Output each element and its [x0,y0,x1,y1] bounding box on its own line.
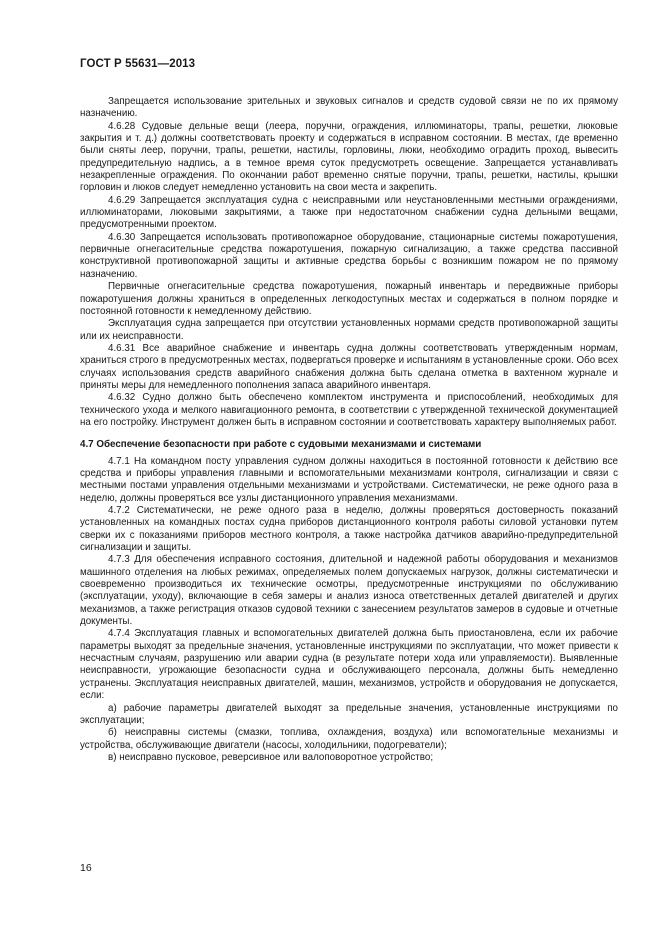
list-item-a: а) рабочие параметры двигателей выходят за предельные значения, установленные инструкциями по эксплуатации; [80,702,618,726]
paragraph-4-6-32: 4.6.32 Судно должно быть обеспечено комплектом инструмента и приспособлений, необходимых для технического ухода и мелкого навигационного ремонта, в соответствии с утвержденной технической документацией на его постройку. Инструмент должен быть в исправном состоянии и соответствовать характеру выполняемых работ. [80,392,618,428]
paragraph-4-6-30: 4.6.30 Запрещается использовать противопожарное оборудование, стационарные системы пожаротушения, первичные огнегасительные средства пожаротушения, пожарную сигнализацию, а также средства пассивной конструктивной противопожарной защиты и активные средства борьбы с возникшим пожаром не по прямому назначению. [80,231,618,280]
list-item-v: в) неисправно пусковое, реверсивное или валоповоротное устройство; [108,751,434,763]
section-title-4-7: 4.7 Обеспечение безопасности при работе с судовыми механизмами и системами [80,439,482,451]
paragraph-4-6-29: 4.6.29 Запрещается эксплуатация судна с неисправными или неустановленными местными ограждениями, иллюминаторами, люковыми закрытиями, а также при недостаточном снабжении судна дельными вещами, предусмотренными проектом. [80,194,618,231]
page-number: 16 [80,862,92,874]
paragraph-fire-equipment: Первичные огнегасительные средства пожаротушения, пожарный инвентарь и передвижные приборы пожаротушения должны храниться в определенных легкодоступных местах и содержаться в полном порядке и постоянной готовности к немедленному действию. [80,281,618,317]
paragraph-4-7-2: 4.7.2 Систематически, не реже одного раза в неделю, должны проверяться достоверность показаний установленных на командных постах судна приборов дистанционного контроля работы силовой установки путем сверки их с показаниями приборов местного контроля, а также настройка датчиков аварийно-предупредительной сигнализации и защиты. [80,505,618,554]
paragraph-4-7-1: 4.7.1 На командном посту управления судном должны находиться в постоянной готовности к действию все средства и приборы управления главными и вспомогательными механизмами контроля, сигнализации и связи с местными постами управления отдельными механизмами и устройствами. Систематически, не реже одного раза в неделю, должны проверяться все узлы дистанционного управления механизмами. [80,455,618,504]
paragraph-fire-protection: Эксплуатация судна запрещается при отсутствии установленных нормами средств противопожарной защиты или их неисправности. [80,318,618,342]
list-item-b: б) неисправны системы (смазки, топлива, охлаждения, воздуха) или вспомогательные механизмы и устройства, обслуживающие двигатели (насосы, холодильники, подогреватели); [80,727,618,751]
paragraph-4-6-28: 4.6.28 Судовые дельные вещи (леера, поручни, ограждения, иллюминаторы, трапы, решетки, люковые закрытия и т. д.) должны соответствовать проекту и содержаться в исправном состоянии. В местах, где временно были сняты леер, поручни, трапы, решетки, настилы, горловины, люки, необходимо оградить проход, вывесить предупредительную надпись, а в темное время суток предусмотреть освещение. Запрещается устанавливать незакрепленные ограждения. По окончании работ временно снятые поручни, трапы, решетки, настилы, крышки горловин и люков следует немедленно установить на свои места и закрепить. [80,120,618,194]
paragraph-4-7-3: 4.7.3 Для обеспечения исправного состояния, длительной и надежной работы оборудования и механизмов машинного отделения на любых режимах, определяемых полем допускаемых нагрузок, должны систематически и своевременно производиться их технические осмотры, предусмотренные инструкциями по обслуживанию (эксплуатации, уходу), включающие в себя замеры и анализ износа ответственных деталей двигателей и других механизмов, а также регистрация отказов судовой техники с занесением результатов замеров в судовые и отчетные документы. [80,554,618,628]
paragraph-4-7-4: 4.7.4 Эксплуатация главных и вспомогательных двигателей должна быть приостановлена, если их рабочие параметры выходят за предельные значения, установленные инструкциями по эксплуатации, что может привести к несчастным случаям, разрушению или аварии судна (в результате потери хода или управляемости). Выявленные неисправности, угрожающие безопасности судна и обслуживающего персонала, должны быть немедленно устранены. Эксплуатация неисправных двигателей, машин, механизмов, устройств и оборудования не допускается, если: [80,628,618,702]
paragraph-4-6-31: 4.6.31 Все аварийное снабжение и инвентарь судна должны соответствовать утвержденным нормам, храниться строго в предусмотренных местах, подвергаться проверке и испытаниям в установленные сроки. Обо всех случаях использования средств аварийного снабжения должна быть сделана отметка в вахтенном журнале и приняты меры для немедленного пополнения запаса аварийного инвентаря. [80,342,618,391]
paragraph-signals: Запрещается использование зрительных и звуковых сигналов и средств судовой связи не по их прямому назначению. [80,96,618,120]
document-body [80,96,618,764]
document-header-standard-number: ГОСТ Р 55631—2013 [80,58,196,70]
